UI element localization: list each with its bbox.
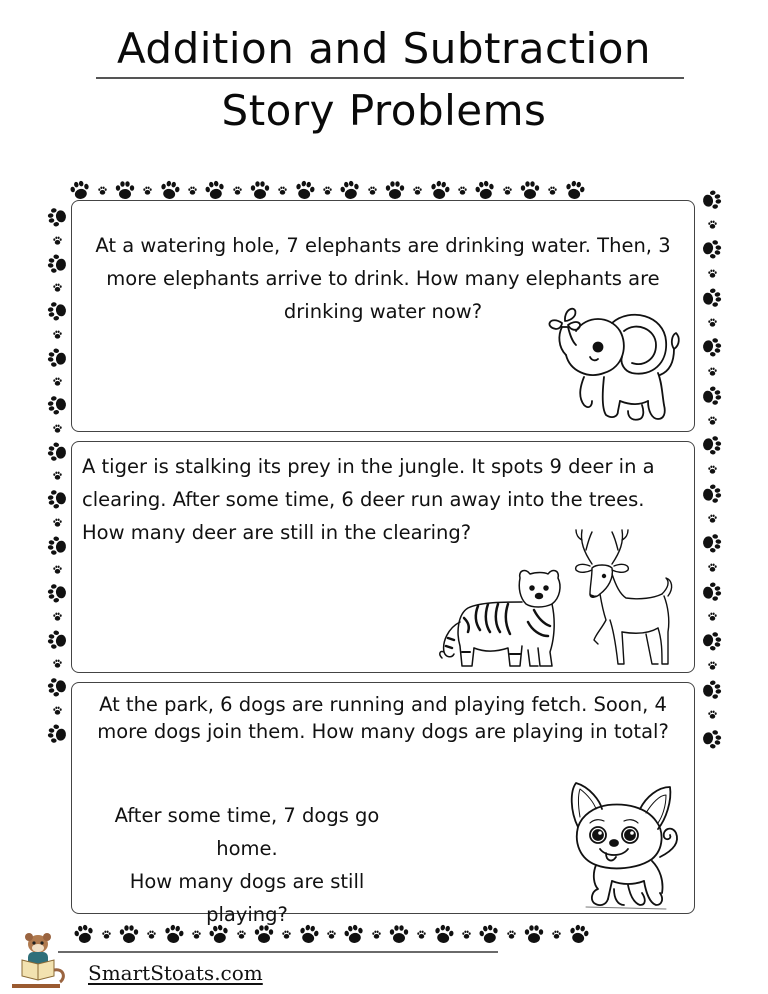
paw-print-icon: [502, 185, 513, 196]
paw-print-icon: [707, 415, 718, 426]
paw-print-icon: [707, 219, 718, 230]
paw-print-icon: [700, 286, 724, 310]
problem-card-1: [71, 200, 695, 432]
paw-print-icon: [97, 185, 108, 196]
paw-print-icon: [52, 658, 63, 669]
paw-print-icon: [52, 611, 63, 622]
paw-print-icon: [248, 178, 272, 202]
elephant-illustration: [540, 301, 690, 430]
paw-print-icon: [707, 513, 718, 524]
paw-print-icon: [52, 564, 63, 575]
paw-print-icon: [700, 678, 724, 702]
paw-print-icon: [293, 178, 317, 202]
paw-print-icon: [45, 440, 69, 464]
paw-print-icon: [700, 580, 724, 604]
paw-print-icon: [158, 178, 182, 202]
paw-print-icon: [563, 178, 587, 202]
paw-print-icon: [45, 252, 69, 276]
paw-print-icon: [567, 922, 591, 946]
paw-print-icon: [518, 178, 542, 202]
paw-print-icon: [52, 470, 63, 481]
paw-print-icon: [700, 188, 724, 212]
paw-print-icon: [457, 185, 468, 196]
paw-print-icon: [700, 335, 724, 359]
paw-print-icon: [142, 185, 153, 196]
paw-print-icon: [113, 178, 137, 202]
problem-2-text: A tiger is stalking its prey in the jungle. It spots 9 deer in a clearing. After some time, 6 deer run away into the trees. How many deer are still in the clearing?: [82, 455, 655, 544]
paw-border-top: [68, 178, 708, 202]
problem-1-text: At a watering hole, 7 elephants are drinking water. Then, 3 more elephants arrive to drink. How many elephants are drinking water now?: [95, 234, 671, 323]
paw-print-icon: [707, 709, 718, 720]
paw-print-icon: [187, 185, 198, 196]
puppy-illustration: [556, 777, 686, 917]
paw-print-icon: [700, 433, 724, 457]
paw-print-icon: [45, 487, 69, 511]
paw-print-icon: [203, 178, 227, 202]
title-divider: [96, 77, 684, 79]
paw-print-icon: [52, 329, 63, 340]
footer-divider: [58, 951, 498, 953]
site-link[interactable]: SmartStoats.com: [88, 961, 263, 985]
page-title-line-2: Story Problems: [221, 86, 547, 135]
paw-print-icon: [45, 534, 69, 558]
paw-print-icon: [700, 237, 724, 261]
paw-print-icon: [52, 705, 63, 716]
stoat-mascot-icon: [10, 930, 70, 994]
paw-print-icon: [707, 562, 718, 573]
paw-print-icon: [707, 464, 718, 475]
page-title-line-1: Addition and Subtraction: [116, 24, 652, 73]
paw-print-icon: [707, 268, 718, 279]
paw-print-icon: [45, 205, 69, 229]
paw-print-icon: [461, 929, 472, 940]
paw-print-icon: [52, 376, 63, 387]
problem-3-text: At the park, 6 dogs are running and playing fetch. Soon, 4 more dogs join them. How many dogs are playing in total?: [97, 693, 669, 743]
paw-print-icon: [322, 185, 333, 196]
paw-print-icon: [428, 178, 452, 202]
deer-illustration: [562, 528, 682, 678]
paw-print-icon: [506, 929, 517, 940]
problem-card-2: [71, 441, 695, 673]
paw-print-icon: [72, 922, 96, 946]
paw-print-icon: [522, 922, 546, 946]
paw-print-icon: [707, 317, 718, 328]
paw-print-icon: [45, 581, 69, 605]
paw-print-icon: [707, 611, 718, 622]
paw-print-icon: [277, 185, 288, 196]
paw-print-icon: [551, 929, 562, 940]
paw-print-icon: [45, 346, 69, 370]
paw-print-icon: [45, 628, 69, 652]
tiger-illustration: [434, 566, 564, 678]
paw-print-icon: [473, 178, 497, 202]
paw-print-icon: [367, 185, 378, 196]
paw-print-icon: [477, 922, 501, 946]
paw-print-icon: [707, 660, 718, 671]
paw-print-icon: [432, 922, 456, 946]
paw-print-icon: [45, 722, 69, 746]
paw-print-icon: [700, 629, 724, 653]
problem-3-followup-line-1: After some time, 7 dogs go home.: [114, 804, 380, 860]
paw-print-icon: [338, 178, 362, 202]
paw-print-icon: [232, 185, 243, 196]
paw-print-icon: [700, 531, 724, 555]
paw-border-left: [42, 205, 72, 905]
paw-print-icon: [52, 282, 63, 293]
paw-print-icon: [45, 299, 69, 323]
problem-3-followup: [97, 799, 397, 931]
paw-print-icon: [383, 178, 407, 202]
paw-print-icon: [547, 185, 558, 196]
paw-print-icon: [700, 727, 724, 751]
paw-print-icon: [707, 366, 718, 377]
paw-print-icon: [52, 423, 63, 434]
paw-print-icon: [45, 393, 69, 417]
paw-print-icon: [45, 675, 69, 699]
paw-print-icon: [68, 178, 92, 202]
paw-print-icon: [412, 185, 423, 196]
paw-print-icon: [700, 384, 724, 408]
paw-print-icon: [52, 235, 63, 246]
paw-print-icon: [700, 482, 724, 506]
problem-card-3: [71, 682, 695, 926]
problem-3-followup-line-2: How many dogs are still playing?: [129, 870, 365, 926]
paw-border-right: [697, 188, 727, 928]
paw-print-icon: [416, 929, 427, 940]
paw-print-icon: [52, 517, 63, 528]
